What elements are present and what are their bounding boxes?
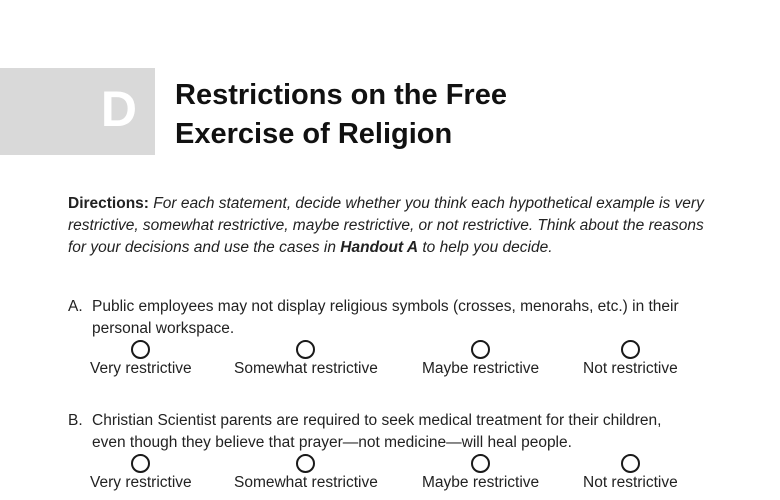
question-b-radio-maybe-restrictive[interactable]	[471, 454, 490, 473]
option-label: Not restrictive	[583, 360, 678, 377]
question-a-text	[68, 296, 708, 340]
question-a-radio-very-restrictive[interactable]	[131, 340, 150, 359]
question-a-radio-somewhat-restrictive[interactable]	[296, 340, 315, 359]
option-label: Somewhat restrictive	[234, 474, 378, 491]
question-a-option-not-restrictive	[583, 340, 678, 379]
option-label: Very restrictive	[90, 360, 192, 377]
option-label: Maybe restrictive	[422, 360, 540, 377]
question-a-radio-not-restrictive[interactable]	[621, 340, 640, 359]
directions-label: Directions:	[68, 195, 149, 212]
question-b-radio-somewhat-restrictive[interactable]	[296, 454, 315, 473]
section-letter-block	[0, 68, 155, 155]
question-a-radio-maybe-restrictive[interactable]	[471, 340, 490, 359]
question-b-line-2: even though they believe that prayer—not medicine—will heal people.	[92, 434, 572, 451]
option-label: Very restrictive	[90, 474, 192, 491]
question-b-radio-not-restrictive[interactable]	[621, 454, 640, 473]
question-a-letter: A.	[68, 298, 83, 315]
question-a-option-maybe-restrictive	[422, 340, 539, 379]
question-b-option-maybe-restrictive	[422, 454, 539, 493]
question-b-line-1: Christian Scientist parents are required to seek medical treatment for their children,	[92, 412, 662, 429]
question-a	[68, 296, 708, 377]
question-b-options	[68, 454, 768, 494]
option-label: Maybe restrictive	[422, 474, 540, 491]
question-b-radio-very-restrictive[interactable]	[131, 454, 150, 473]
question-a-option-somewhat-restrictive	[234, 340, 378, 379]
handout-reference: Handout A	[340, 239, 419, 256]
question-a-options	[68, 340, 768, 380]
question-b-option-somewhat-restrictive	[234, 454, 378, 493]
question-b-option-not-restrictive	[583, 454, 678, 493]
question-a-line-1: Public employees may not display religious symbols (crosses, menorahs, etc.) in their	[92, 298, 679, 315]
directions-text: For each statement, decide whether you think each hypothetical example is very restrictive, somewhat restrictive, maybe restrictive, or not restrictive. Think about the reasons for your decisions and use the cases in	[68, 195, 704, 256]
question-b-option-very-restrictive	[90, 454, 192, 493]
page-title-line-1: Restrictions on the Free	[175, 79, 507, 111]
section-letter: D	[100, 81, 137, 137]
directions-text-end: to help you decide.	[422, 239, 553, 256]
question-a-option-very-restrictive	[90, 340, 192, 379]
question-b-text	[68, 410, 708, 454]
question-b-letter: B.	[68, 412, 83, 429]
option-label: Not restrictive	[583, 474, 678, 491]
question-a-line-2: personal workspace.	[92, 320, 235, 337]
page-title-line-2: Exercise of Religion	[175, 118, 453, 150]
directions-paragraph	[68, 193, 708, 259]
page-title	[175, 76, 507, 154]
option-label: Somewhat restrictive	[234, 360, 378, 377]
question-b	[68, 410, 708, 491]
